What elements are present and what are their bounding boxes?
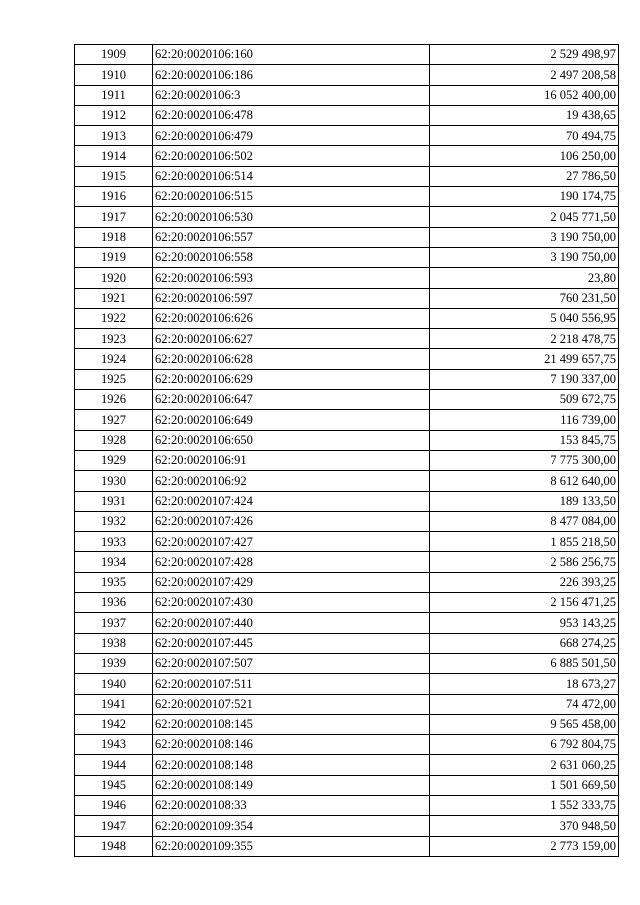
table-row: [75, 572, 619, 592]
table-row: [75, 227, 619, 247]
cadastral-number-cell: 62:20:0020107:440: [153, 613, 430, 633]
cadastral-number-cell: 62:20:0020106:530: [153, 207, 430, 227]
cadastral-value-cell: 21 499 657,75: [430, 349, 619, 369]
cadastral-value-cell: 6 885 501,50: [430, 653, 619, 673]
cadastral-value-cell: 2 631 060,25: [430, 755, 619, 775]
row-number-cell: 1920: [75, 268, 153, 288]
cadastral-number-cell: 62:20:0020107:521: [153, 694, 430, 714]
table-row: [75, 633, 619, 653]
table-row: [75, 836, 619, 856]
cadastral-value-cell: 2 497 208,58: [430, 65, 619, 85]
table-row: [75, 613, 619, 633]
table-row: [75, 349, 619, 369]
cadastral-number-cell: 62:20:0020106:629: [153, 369, 430, 389]
row-number-cell: 1943: [75, 735, 153, 755]
table-row: [75, 795, 619, 815]
table-row: [75, 816, 619, 836]
row-number-cell: 1914: [75, 146, 153, 166]
row-number-cell: 1917: [75, 207, 153, 227]
table-row: [75, 511, 619, 531]
row-number-cell: 1913: [75, 126, 153, 146]
cadastral-number-cell: 62:20:0020106:92: [153, 471, 430, 491]
table-row: [75, 450, 619, 470]
cadastral-number-cell: 62:20:0020106:479: [153, 126, 430, 146]
cadastral-number-cell: 62:20:0020107:427: [153, 532, 430, 552]
row-number-cell: 1925: [75, 369, 153, 389]
cadastral-value-cell: 760 231,50: [430, 288, 619, 308]
row-number-cell: 1936: [75, 593, 153, 613]
cadastral-value-cell: 9 565 458,00: [430, 714, 619, 734]
row-number-cell: 1941: [75, 694, 153, 714]
cadastral-value-cell: 1 552 333,75: [430, 795, 619, 815]
table-row: [75, 207, 619, 227]
table-row: [75, 653, 619, 673]
table-row: [75, 65, 619, 85]
cadastral-value-cell: 3 190 750,00: [430, 247, 619, 267]
cadastral-value-cell: 7 775 300,00: [430, 450, 619, 470]
cadastral-value-cell: 23,80: [430, 268, 619, 288]
row-number-cell: 1924: [75, 349, 153, 369]
cadastral-number-cell: 62:20:0020106:627: [153, 329, 430, 349]
cadastral-number-cell: 62:20:0020108:146: [153, 735, 430, 755]
cadastral-number-cell: 62:20:0020106:160: [153, 45, 430, 65]
row-number-cell: 1940: [75, 674, 153, 694]
cadastral-value-cell: 226 393,25: [430, 572, 619, 592]
table-row: [75, 146, 619, 166]
cadastral-value-cell: 370 948,50: [430, 816, 619, 836]
table-row: [75, 85, 619, 105]
table-row: [75, 126, 619, 146]
cadastral-number-cell: 62:20:0020107:426: [153, 511, 430, 531]
row-number-cell: 1912: [75, 105, 153, 125]
table-row: [75, 390, 619, 410]
row-number-cell: 1921: [75, 288, 153, 308]
cadastral-number-cell: 62:20:0020106:650: [153, 430, 430, 450]
row-number-cell: 1928: [75, 430, 153, 450]
cadastral-number-cell: 62:20:0020106:593: [153, 268, 430, 288]
row-number-cell: 1944: [75, 755, 153, 775]
cadastral-number-cell: 62:20:0020106:515: [153, 187, 430, 207]
cadastral-number-cell: 62:20:0020106:91: [153, 450, 430, 470]
cadastral-number-cell: 62:20:0020106:478: [153, 105, 430, 125]
cadastral-number-cell: 62:20:0020106:557: [153, 227, 430, 247]
row-number-cell: 1947: [75, 816, 153, 836]
row-number-cell: 1932: [75, 511, 153, 531]
cadastral-value-cell: 2 218 478,75: [430, 329, 619, 349]
row-number-cell: 1929: [75, 450, 153, 470]
table-row: [75, 369, 619, 389]
cadastral-number-cell: 62:20:0020108:33: [153, 795, 430, 815]
cadastral-value-cell: 6 792 804,75: [430, 735, 619, 755]
cadastral-value-cell: 116 739,00: [430, 410, 619, 430]
cadastral-number-cell: 62:20:0020107:507: [153, 653, 430, 673]
cadastral-value-cell: 70 494,75: [430, 126, 619, 146]
cadastral-number-cell: 62:20:0020106:647: [153, 390, 430, 410]
table-row: [75, 288, 619, 308]
table-row: [75, 775, 619, 795]
cadastral-value-cell: 2 045 771,50: [430, 207, 619, 227]
row-number-cell: 1942: [75, 714, 153, 734]
row-number-cell: 1934: [75, 552, 153, 572]
row-number-cell: 1923: [75, 329, 153, 349]
table-row: [75, 552, 619, 572]
cadastral-value-cell: 18 673,27: [430, 674, 619, 694]
cadastral-value-cell: 8 612 640,00: [430, 471, 619, 491]
cadastral-number-cell: 62:20:0020106:558: [153, 247, 430, 267]
table-row: [75, 755, 619, 775]
cadastral-value-cell: 7 190 337,00: [430, 369, 619, 389]
table-body: [75, 45, 619, 857]
cadastral-number-cell: 62:20:0020106:649: [153, 410, 430, 430]
cadastral-number-cell: 62:20:0020108:145: [153, 714, 430, 734]
table-row: [75, 247, 619, 267]
cadastral-value-cell: 1 855 218,50: [430, 532, 619, 552]
cadastral-number-cell: 62:20:0020107:445: [153, 633, 430, 653]
cadastral-number-cell: 62:20:0020107:424: [153, 491, 430, 511]
row-number-cell: 1919: [75, 247, 153, 267]
row-number-cell: 1931: [75, 491, 153, 511]
row-number-cell: 1930: [75, 471, 153, 491]
row-number-cell: 1939: [75, 653, 153, 673]
row-number-cell: 1935: [75, 572, 153, 592]
cadastral-value-cell: 2 156 471,25: [430, 593, 619, 613]
cadastral-number-cell: 62:20:0020108:149: [153, 775, 430, 795]
cadastral-value-cell: 509 672,75: [430, 390, 619, 410]
cadastral-number-cell: 62:20:0020107:511: [153, 674, 430, 694]
cadastral-number-cell: 62:20:0020107:428: [153, 552, 430, 572]
row-number-cell: 1918: [75, 227, 153, 247]
cadastral-value-cell: 3 190 750,00: [430, 227, 619, 247]
cadastral-value-cell: 2 529 498,97: [430, 45, 619, 65]
table-row: [75, 45, 619, 65]
table-row: [75, 491, 619, 511]
cadastral-value-cell: 19 438,65: [430, 105, 619, 125]
cadastral-value-cell: 2 773 159,00: [430, 836, 619, 856]
table-row: [75, 430, 619, 450]
cadastral-value-cell: 153 845,75: [430, 430, 619, 450]
row-number-cell: 1946: [75, 795, 153, 815]
cadastral-value-cell: 1 501 669,50: [430, 775, 619, 795]
row-number-cell: 1937: [75, 613, 153, 633]
row-number-cell: 1933: [75, 532, 153, 552]
cadastral-value-cell: 953 143,25: [430, 613, 619, 633]
row-number-cell: 1916: [75, 187, 153, 207]
table-row: [75, 308, 619, 328]
row-number-cell: 1926: [75, 390, 153, 410]
table-row: [75, 532, 619, 552]
cadastral-number-cell: 62:20:0020107:429: [153, 572, 430, 592]
cadastral-value-cell: 668 274,25: [430, 633, 619, 653]
cadastral-number-cell: 62:20:0020106:514: [153, 166, 430, 186]
table-row: [75, 714, 619, 734]
cadastral-value-table: [74, 44, 619, 857]
cadastral-number-cell: 62:20:0020106:626: [153, 308, 430, 328]
cadastral-number-cell: 62:20:0020106:186: [153, 65, 430, 85]
row-number-cell: 1938: [75, 633, 153, 653]
table-row: [75, 735, 619, 755]
row-number-cell: 1945: [75, 775, 153, 795]
cadastral-value-cell: 5 040 556,95: [430, 308, 619, 328]
cadastral-value-cell: 74 472,00: [430, 694, 619, 714]
row-number-cell: 1910: [75, 65, 153, 85]
cadastral-value-cell: 106 250,00: [430, 146, 619, 166]
cadastral-number-cell: 62:20:0020106:3: [153, 85, 430, 105]
table-row: [75, 410, 619, 430]
table-row: [75, 166, 619, 186]
row-number-cell: 1909: [75, 45, 153, 65]
cadastral-value-cell: 27 786,50: [430, 166, 619, 186]
table-row: [75, 674, 619, 694]
table-row: [75, 593, 619, 613]
cadastral-number-cell: 62:20:0020109:354: [153, 816, 430, 836]
table-row: [75, 105, 619, 125]
cadastral-value-cell: 16 052 400,00: [430, 85, 619, 105]
cadastral-value-cell: 2 586 256,75: [430, 552, 619, 572]
table-row: [75, 694, 619, 714]
cadastral-number-cell: 62:20:0020106:597: [153, 288, 430, 308]
row-number-cell: 1911: [75, 85, 153, 105]
cadastral-number-cell: 62:20:0020106:502: [153, 146, 430, 166]
table-row: [75, 471, 619, 491]
cadastral-number-cell: 62:20:0020106:628: [153, 349, 430, 369]
table-row: [75, 187, 619, 207]
row-number-cell: 1922: [75, 308, 153, 328]
row-number-cell: 1948: [75, 836, 153, 856]
table-row: [75, 268, 619, 288]
cadastral-number-cell: 62:20:0020108:148: [153, 755, 430, 775]
cadastral-number-cell: 62:20:0020107:430: [153, 593, 430, 613]
row-number-cell: 1927: [75, 410, 153, 430]
table-row: [75, 329, 619, 349]
row-number-cell: 1915: [75, 166, 153, 186]
cadastral-value-cell: 189 133,50: [430, 491, 619, 511]
cadastral-value-cell: 190 174,75: [430, 187, 619, 207]
cadastral-value-cell: 8 477 084,00: [430, 511, 619, 531]
cadastral-number-cell: 62:20:0020109:355: [153, 836, 430, 856]
